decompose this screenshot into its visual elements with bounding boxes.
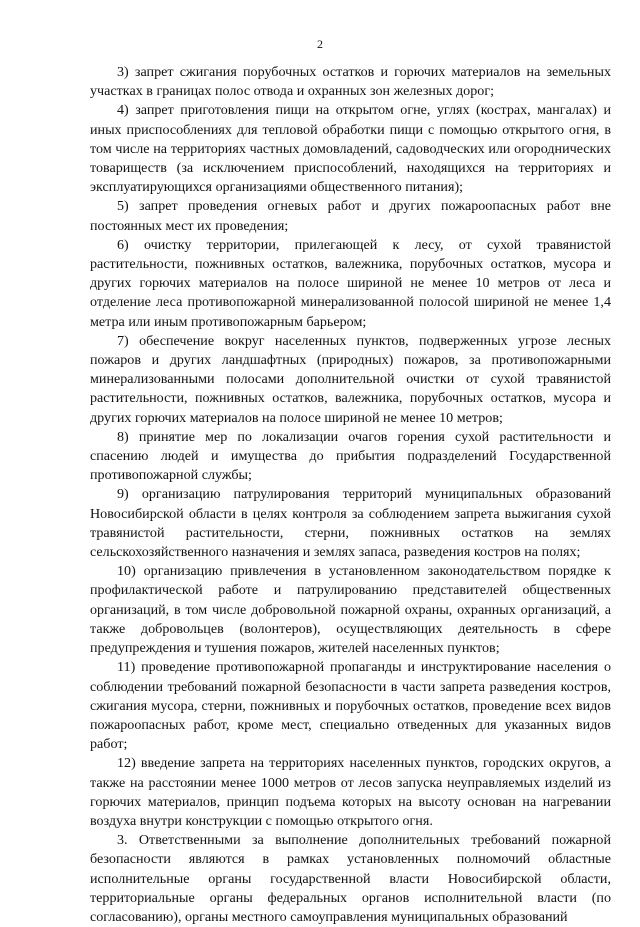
paragraph-item-11: 11) проведение противопожарной пропаганды и инструктирование населения о соблюдении требований пожарной безопасности в части запрета разведения костров, сжигания мусора, стерни, пожнивных и порубочных остатков, проведение всех видов пожароопасных работ, кроме мест, специально отведенных для указанных видов работ; [90, 659, 611, 753]
paragraph-item-3: 3) запрет сжигания порубочных остатков и горючих материалов на земельных участках в границах полос отвода и охранных зон железных дорог; [90, 64, 611, 100]
paragraph-item-10: 10) организацию привлечения в установленном законодательством порядке к профилактической работе и патрулированию представителей общественных организаций, в том числе добровольной пожарной охраны, охранных организаций, а также добровольцев (волонтеров), осуществляющих деятельность в сфере предупреждения и тушения пожаров, жителей населенных пунктов; [90, 563, 611, 657]
paragraph-item-7: 7) обеспечение вокруг населенных пунктов, подверженных угрозе лесных пожаров и других ландшафтных (природных) пожаров, за противопожарными минерализованными полосами дополнительной очистки от сухой травянистой растительности, пожнивных остатков, валежника, порубочных остатков, мусора и других горючих материалов на полосе шириной не менее 10 метров; [90, 332, 611, 426]
paragraph-item-12: 12) введение запрета на территориях населенных пунктов, городских округов, а также на расстоянии менее 1000 метров от лесов запуска неуправляемых изделий из горючих материалов, принцип подъема которых на высоту основан на нагревании воздуха внутри конструкции с помощью открытого огня. [90, 755, 611, 829]
paragraph-section-3: 3. Ответственными за выполнение дополнительных требований пожарной безопасности являются в рамках установленных полномочий областные исполнительные органы государственной власти Новосибирской области, территориальные органы федеральных органов исполнительной власти (по согласованию), органы местного самоуправления муниципальных образований [90, 832, 611, 925]
paragraph-item-9: 9) организацию патрулирования территорий муниципальных образований Новосибирской области в целях контроля за соблюдением запрета выжигания сухой травянистой растительности, стерни, пожнивных остатков на землях сельскохозяйственного назначения и землях запаса, разведения костров на полях; [90, 486, 611, 561]
paragraph-item-8: 8) принятие мер по локализации очагов горения сухой растительности и спасению людей и имущества до прибытия подразделений Государственной противопожарной службы; [90, 428, 611, 484]
paragraph-item-4: 4) запрет приготовления пищи на открытом огне, углях (кострах, мангалах) и иных приспособлениях для тепловой обработки пищи с помощью открытого огня, в том числе на территориях частных домовладений, садоводческих или огороднических товариществ (за исключением приспособлений, находящихся на территориях и эксплуатирующихся организациями общественного питания); [90, 102, 611, 196]
paragraph-item-5: 5) запрет проведения огневых работ и других пожароопасных работ вне постоянных мест их проведения; [90, 198, 611, 234]
paragraph-item-6: 6) очистку территории, прилегающей к лесу, от сухой травянистой растительности, пожнивных остатков, валежника, порубочных остатков, мусора и других горючих материалов на полосе шириной не менее 10 метров от леса и отделение леса противопожарной минерализованной полосой шириной не менее 1,4 метра или иным противопожарным барьером; [90, 236, 611, 330]
document-body [90, 63, 611, 927]
page-number: 2 [317, 37, 323, 51]
